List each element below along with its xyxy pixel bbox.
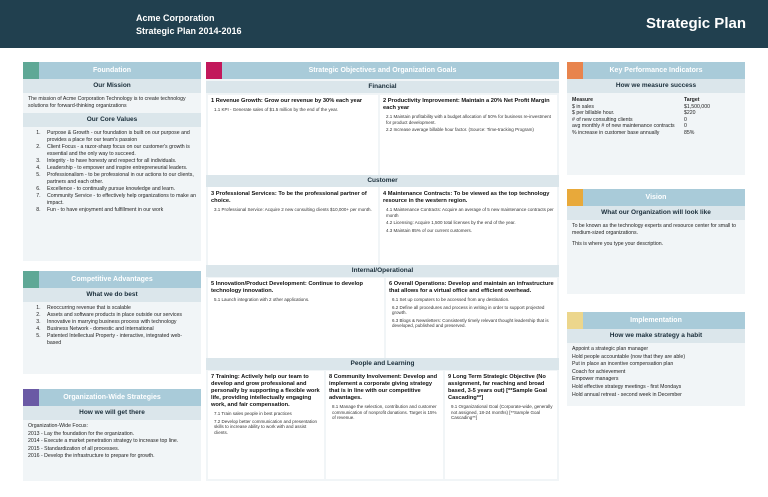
objective-item: 8.1 Manage the selection, contribution and customer communication of nonprofit donations. Target is 15% of revenue.: [332, 404, 437, 421]
company-block: [136, 12, 242, 38]
objective-item: 1.1 KPI - Generate sales of $1.5 million by the end of the year.: [214, 107, 339, 112]
implementation-item: Hold effective strategy meetings - first Mondays: [572, 383, 682, 390]
implementation-item: Hold people accountable (now that they are able): [572, 353, 686, 360]
foundation-title-text: Foundation: [92, 67, 132, 74]
plan-period: Strategic Plan 2014-2016: [136, 26, 242, 36]
table-row: [570, 130, 760, 136]
strategy-line: 2016 - Develop the infrastructure to prepare for growth.: [28, 453, 155, 460]
value-item: 5. Professionalism - to be professional in our actions to our clients, partners and each other.: [42, 172, 196, 186]
objective-item: 6.1 Set up computers to be accessed from any destination.: [392, 297, 510, 302]
objective-item: 2.1 Maintain profitability with a budget allocation of 50% for business re-investment for product development.: [386, 114, 551, 125]
kpi-target: 0: [684, 123, 687, 130]
section-internal: Internal/Operational: [206, 265, 559, 277]
section-financial: Financial: [206, 81, 559, 93]
objective-item: 7.1 Train sales people in best practices: [214, 411, 292, 416]
kpi-table: [570, 97, 760, 136]
advantage-item: 4. Business Network - domestic and international: [42, 326, 196, 333]
value-item: 2. Client Focus - a razor-sharp focus on our customer's growth is essential and the only way to succeed.: [42, 144, 196, 158]
objective-item: 5.1 Launch integration with 2 other applications.: [214, 297, 310, 302]
vision-text: To be known as the technology experts and resource center for small to medium-sized organizations.: [572, 223, 737, 236]
mission-text: The mission of Acme Corporation Technology is to create technology solutions for forward-thinking organizations: [28, 96, 186, 109]
objective-title: 9 Long Term Strategic Objective (No assignment, far reaching and broad based, 3-5 years out) [**Sample Goal Cascading**]: [448, 374, 547, 401]
kpi-subtitle: How we measure success: [567, 79, 745, 93]
objective-5: [208, 278, 384, 358]
kpi-target: 85%: [684, 129, 695, 136]
kpi-target: $220: [684, 110, 696, 117]
objective-title: 1 Revenue Growth: Grow our revenue by 30% each year: [211, 98, 363, 104]
vision-panel: [567, 189, 745, 294]
kpi-panel: [567, 62, 745, 175]
strategies-panel: [23, 389, 201, 481]
vision-description: This is where you type your description.: [572, 241, 664, 247]
implementation-panel: [567, 312, 745, 406]
objective-title: 6 Overall Operations: Develop and maintain an infrastructure that allows for a virtual office and efficient overhead.: [389, 281, 554, 294]
strategy-line: 2013 - Lay the foundation for the organization.: [28, 430, 135, 437]
objective-title: 2 Productivity Improvement: Maintain a 20% Net Profit Margin each year: [383, 98, 550, 111]
objective-item: 9.1 Organizational Goal (Corporate-wide, generally not assigned, 18-24 months) [**Sample Goal Cascading**]: [451, 404, 553, 421]
vision-title-text: Vision: [645, 194, 667, 201]
value-item: 4. Leadership - to empower and inspire entrepreneurial leaders.: [42, 165, 196, 172]
objective-item: 3.1 Professional Service: Acquire 2 new consulting clients $10,000+ per month.: [214, 207, 372, 212]
implementation-item: Hold annual retreat - second week in December: [572, 391, 682, 398]
advantages-title: [23, 271, 201, 288]
kpi-col-measure: Measure: [572, 97, 594, 103]
objective-7: [208, 371, 324, 479]
foundation-accent: [23, 62, 39, 79]
strategy-line: 2014 - Execute a market penetration strategy to increase top line.: [28, 438, 179, 445]
values-list: [23, 127, 201, 217]
kpi-target: 0: [684, 116, 687, 123]
mission-title: Our Mission: [23, 79, 201, 93]
objectives-title-text: Strategic Objectives and Organization Goals: [308, 67, 457, 74]
strategy-line: Organization-Wide Focus:: [28, 423, 88, 429]
kpi-measure: # of new consulting clients: [572, 116, 633, 123]
objective-4: [380, 188, 557, 268]
objective-item: 6.3 Blogs & Newsletters: Consistently timely relevant thought leadership that is developed, published and preserved.: [392, 317, 549, 329]
values-title: Our Core Values: [23, 113, 201, 127]
foundation-title: [23, 62, 201, 79]
kpi-col-target: Target: [684, 97, 700, 103]
objective-3: [208, 188, 378, 268]
objective-8: [326, 371, 443, 479]
objective-item: 7.2 Develop better communication and presentation skills to increase ability to work with and assist clients.: [214, 418, 318, 435]
objective-item: 4.2 Licensing: Acquire 1,500 total licenses by the end of the year.: [386, 220, 516, 226]
implementation-item: Coach for achievement: [572, 368, 626, 375]
objectives-title: [206, 62, 559, 79]
advantages-subtitle: What we do best: [23, 288, 201, 302]
strategies-text: [23, 420, 201, 464]
objective-title: 3 Professional Services: To be the professional partner of choice.: [211, 191, 367, 204]
objective-6: [386, 278, 557, 358]
implementation-item: Empower managers: [572, 376, 619, 383]
section-customer: Customer: [206, 175, 559, 187]
vision-accent: [567, 189, 583, 206]
implementation-subtitle: How we make strategy a habit: [567, 329, 745, 343]
company-name: Acme Corporation: [136, 13, 215, 23]
page-title: Strategic Plan: [645, 15, 746, 32]
objective-title: 4 Maintenance Contracts: To be viewed as the top technology resource in the western region.: [383, 191, 550, 204]
strategies-accent: [23, 389, 39, 406]
strategies-subtitle: How we will get there: [23, 406, 201, 420]
objective-item: 6.2 Define all procedures and process in writing in order to support projected growth.: [392, 304, 545, 316]
implementation-title: [567, 312, 745, 329]
strategies-title: [23, 389, 201, 406]
implementation-list: [567, 343, 745, 402]
objective-title: 7 Training: Actively help our team to develop and grow professional and personally by supporting a flexible work life, providing intellectually engaging work, and fair compensation.: [211, 374, 320, 408]
objective-9: [445, 371, 557, 479]
kpi-measure: % increase in customer base annually: [572, 129, 660, 136]
value-item: 3. Integrity - to have honesty and respect for all individuals.: [42, 158, 196, 165]
foundation-panel: [23, 62, 201, 261]
kpi-measure: $ per billable hour.: [572, 110, 615, 117]
section-people: People and Learning: [206, 358, 559, 370]
vision-subtitle: What our Organization will look like: [567, 206, 745, 220]
objectives-panel: [206, 62, 559, 481]
vision-title: [567, 189, 745, 206]
objective-title: 8 Community Involvement: Develop and implement a corporate giving strategy that is in line with our competitive advantages.: [329, 374, 438, 401]
kpi-header-row: [570, 97, 760, 104]
advantage-item: 1. Reoccurring revenue that is scalable: [42, 305, 196, 312]
advantages-list: [23, 302, 201, 350]
advantages-panel: [23, 271, 201, 374]
advantage-item: 5. Patented Intellectual Property - interactive, integrated web-based: [42, 333, 196, 347]
objective-item: 4.1 Maintenance Contracts: Acquire an average of 5 new maintenance contracts per month: [386, 207, 554, 218]
page-header: [0, 0, 768, 48]
strategy-line: 2015 - Standardization of all processes.: [28, 445, 120, 452]
objective-item: 2.2 Increase average billable hour factor. (Source: Time-tracking Program): [386, 127, 534, 133]
kpi-title: [567, 62, 745, 79]
implementation-item: Appoint a strategic plan manager: [572, 346, 649, 352]
value-item: 1. Purpose & Growth - our foundation is built on our purpose and provides a place for our team's passion: [42, 130, 196, 144]
kpi-measure: avg monthly # of new maintenance contracts: [572, 123, 675, 130]
value-item: 8. Fun - to have enjoyment and fulfillment in our work: [42, 207, 196, 214]
value-item: 7. Community Service - to effectively help organizations to make an impact.: [42, 193, 196, 207]
kpi-measure: $ in sales: [572, 104, 594, 110]
objectives-accent: [206, 62, 222, 79]
objective-item: 4.3 Maintain 85% of our current customers.: [386, 227, 473, 233]
kpi-title-text: Key Performance Indicators: [609, 67, 703, 74]
advantage-item: 3. Innovative in marrying business process with technology: [42, 319, 196, 326]
objective-title: 5 Innovation/Product Development: Continue to develop technology innovation.: [211, 281, 363, 294]
implementation-title-text: Implementation: [630, 317, 682, 324]
advantage-item: 2. Assets and software products in place outside our services: [42, 312, 196, 319]
advantages-title-text: Competitive Advantages: [71, 276, 153, 283]
implementation-item: Put in place an incentive compensation plan: [572, 361, 674, 368]
implementation-accent: [567, 312, 583, 329]
kpi-accent: [567, 62, 583, 79]
value-item: 6. Excellence - to continually pursue knowledge and learn.: [42, 186, 196, 193]
kpi-target: $1,500,000: [684, 104, 710, 110]
advantages-accent: [23, 271, 39, 288]
strategies-title-text: Organization-Wide Strategies: [63, 394, 161, 401]
